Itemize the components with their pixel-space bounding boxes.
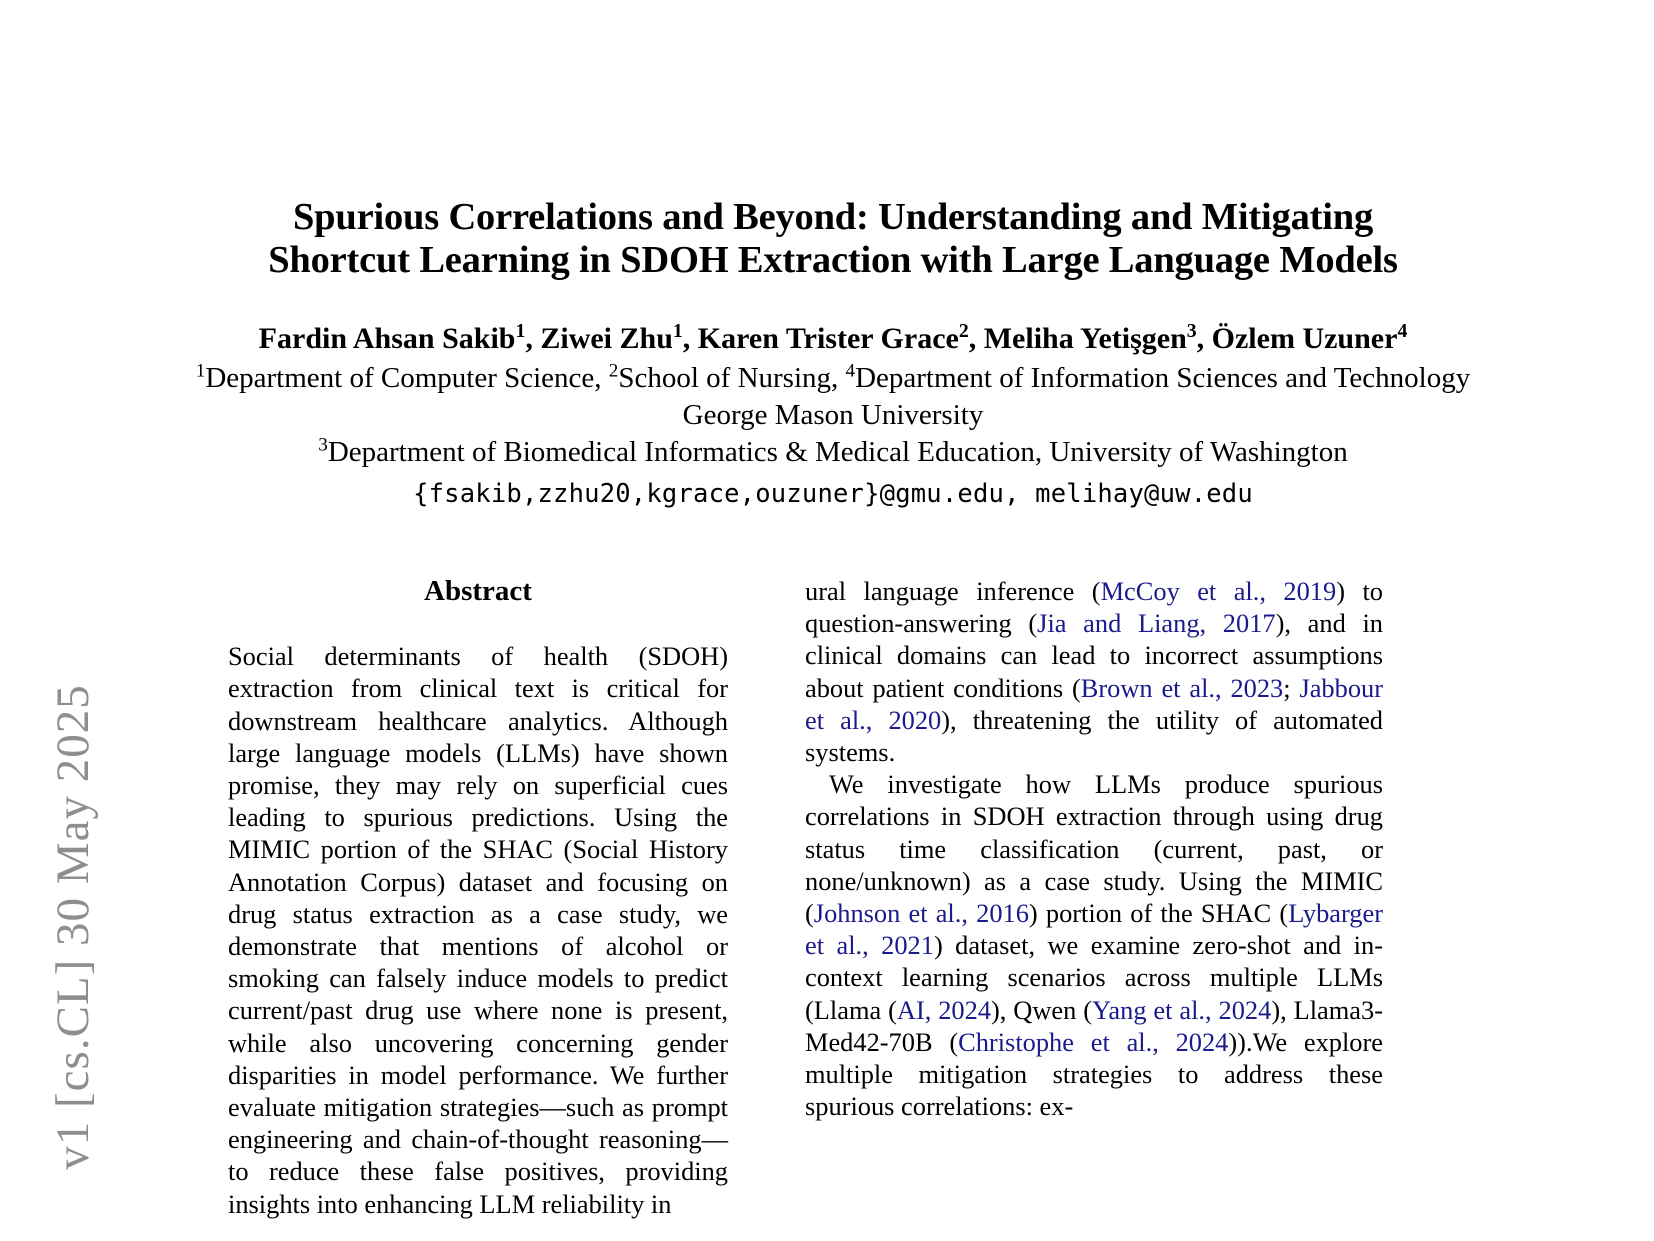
author-affiliation-marker: 4 [1397,320,1408,342]
paragraph-text: ural language inference ( [805,576,1101,606]
intro-paragraph-1 [805,575,1383,768]
affiliation-text: School of Nursing, [618,362,846,394]
citation-link-johnson-2016[interactable]: Johnson et al., 2016 [813,898,1029,929]
author-name: Meliha Yetişgen [983,322,1187,355]
citation-link-brown-2023[interactable]: Brown et al., 2023 [1080,672,1284,703]
paragraph-text: ; [1283,672,1300,703]
paragraph-text: ), and in clinical domains can lead to incorrect assumptions about patient conditions ( [805,608,1383,703]
author-affiliation-marker: 3 [1186,320,1197,342]
paper-masthead [168,196,1498,511]
citation-link-mccoy-2019[interactable]: McCoy et al., 2019 [1100,576,1337,606]
paragraph-text: ) to question-answering ( [805,576,1383,639]
affiliation-line-1 [168,360,1498,397]
citation-link-jia-liang-2017[interactable]: Jia and Liang, 2017 [1037,608,1276,639]
paragraph-text: ), Llama3-Med42-70B ( [805,994,1383,1057]
author-affiliation-marker: 2 [958,320,969,342]
author-emails: {fsakib,zzhu20,kgrace,ouzuner}@gmu.edu, melihay@uw.edu [413,479,1253,509]
author-affiliation-marker: 1 [515,320,526,342]
author-affiliation-marker: 1 [672,320,683,342]
citation-link-christophe-2024[interactable]: Christophe et al., 2024 [958,1026,1229,1057]
author-name: Ziwei Zhu [540,322,673,355]
affiliation-marker: 3 [318,434,328,456]
paragraph-text: We investigate how LLMs produce spurious correlations in SDOH extraction through using drug status time classification (current, past, or none/unknown) as a case study. Using the MIMIC ( [805,769,1383,929]
affiliation-marker: 2 [608,360,619,382]
paragraph-text: ), threatening the utility of automated systems. [805,704,1383,768]
abstract-heading: Abstract [424,575,532,607]
citation-link-lybarger-2021[interactable]: Lybarger et al., 2021 [805,898,1383,961]
author-name: Karen Trister Grace [697,322,959,355]
affiliation-text: Department of Biomedical Informatics & Medical Education, University of Washington [327,436,1348,468]
affiliation-line-3 [168,434,1498,471]
paragraph-text: ) dataset, we examine zero-shot and in-context learning scenarios across multiple LLMs (Llama ( [805,930,1383,1025]
author-name: Fardin Ahsan Sakib [258,322,516,355]
left-column [228,575,728,1220]
paragraph-text: )).We explore multiple mitigation strategies to address these spurious correlations: ex- [805,1026,1383,1122]
affiliation-line-2: George Mason University [682,399,984,431]
title-line-1: Spurious Correlations and Beyond: Understanding and Mitigating [292,196,1374,238]
arxiv-sidebar-stamp: v1 [cs.CL] 30 May 2025 [47,684,99,1170]
page-title [168,196,1498,282]
paragraph-text: ) portion of the SHAC ( [1028,898,1289,929]
paragraph-text: ), Qwen ( [991,994,1093,1025]
two-column-body [0,575,1654,1241]
affiliation-text: Department of Computer Science, [205,362,609,394]
author-name: Özlem Uzuner [1211,322,1398,355]
author-list: Fardin Ahsan Sakib$^1$, Ziwei Zhu$^1$, Karen Trister Grace$^2$, Meliha Yetişgen$^3$, Özlem Uzuner$^4$ [258,320,1408,355]
right-column [805,575,1383,1122]
citation-link-ai-2024[interactable]: AI, 2024 [896,994,992,1025]
affiliation-marker: 1 [195,360,206,382]
citation-link-yang-2024[interactable]: Yang et al., 2024 [1092,994,1272,1025]
affiliation-text: Department of Information Sciences and Technology [855,362,1471,394]
title-line-2: Shortcut Learning in SDOH Extraction with Large Language Models [268,239,1398,281]
intro-paragraph-2 [805,768,1383,1122]
citation-link-jabbour-2020[interactable]: Jabbour et al., 2020 [805,672,1384,735]
abstract-text: Social determinants of health (SDOH) extraction from clinical text is critical for downstream healthcare analytics. Although large language models (LLMs) have shown promise, they may rely on superficial cues leading to spurious predictions. Using the MIMIC portion of the SHAC (Social History Annotation Corpus) dataset and focusing on drug status extraction as a case study, we demonstrate that mentions of alcohol or smoking can falsely induce models to predict current/past drug use where none is present, while also uncovering concerning gender disparities in model performance. We further evaluate mitigation strategies—such as prompt engineering and chain-of-thought reasoning—to reduce these false positives, providing insights into enhancing LLM reliability in [228,641,728,1219]
affiliation-marker: 4 [845,360,856,382]
